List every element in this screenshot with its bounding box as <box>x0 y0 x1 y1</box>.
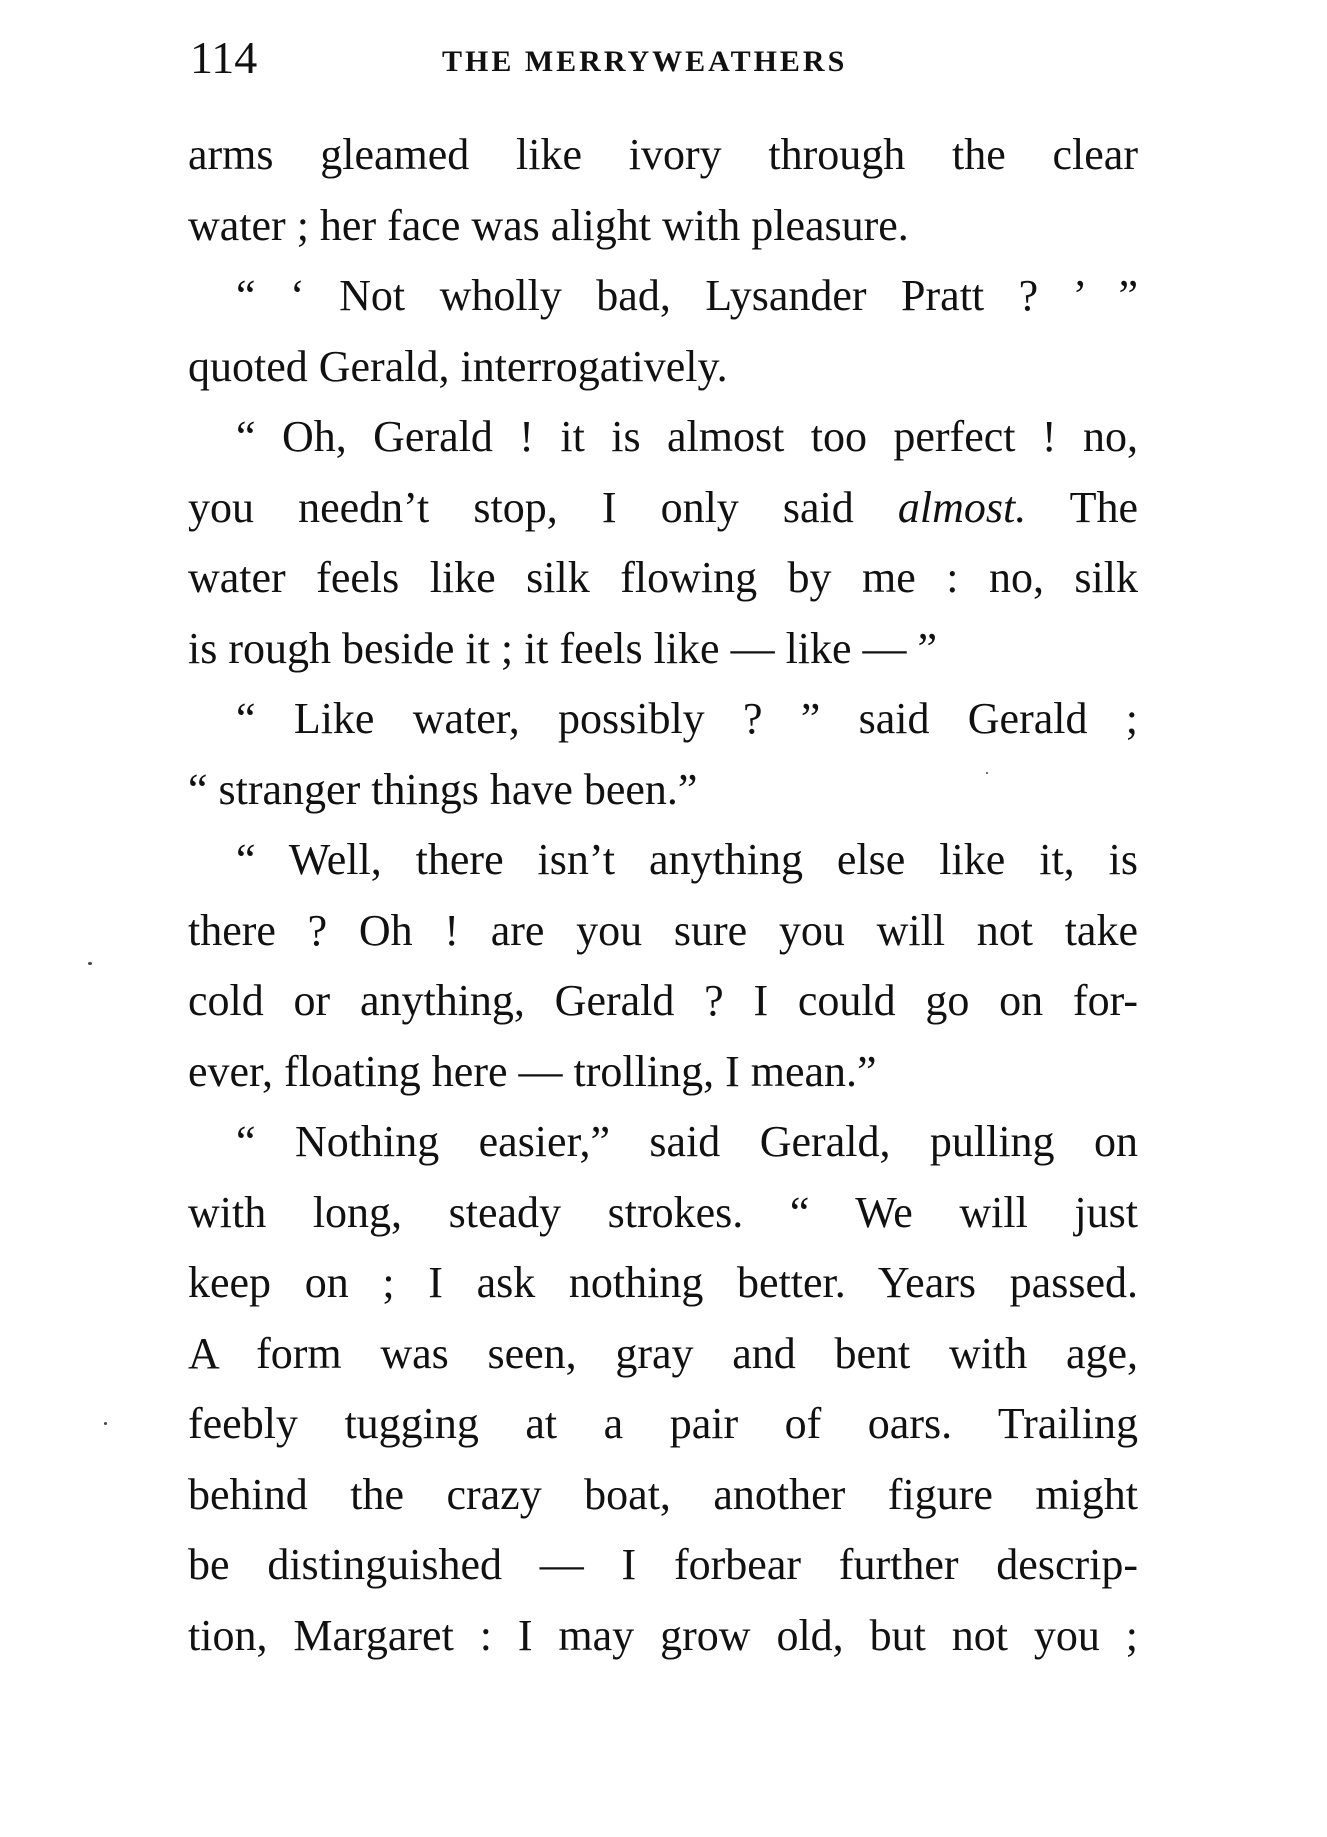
text-line: “ Oh, Gerald ! it is almost too perfect ! no, <box>236 412 1138 461</box>
text-line: water feels like silk flowing by me : no, silk <box>188 553 1138 602</box>
text-line: A form was seen, gray and bent with age, <box>188 1328 1138 1378</box>
text-line: quoted Gerald, interrogatively. <box>188 341 728 391</box>
print-speck <box>88 962 92 965</box>
text-run: you needn’t stop, I only said <box>188 482 898 532</box>
text-line: water ; her face was alight with pleasure. <box>188 200 909 250</box>
print-speck <box>986 772 988 774</box>
emphasized-word: almost. <box>897 482 1027 532</box>
text-line: behind the crazy boat, another figure might <box>188 1469 1138 1519</box>
text-line: feebly tugging at a pair of oars. Trailing <box>188 1399 1138 1448</box>
text-line: ever, floating here — trolling, I mean.” <box>188 1046 877 1096</box>
text-line: there ? Oh ! are you sure you will not take <box>188 905 1138 955</box>
text-line: be distinguished — I forbear further descrip- <box>188 1540 1138 1589</box>
page-number: 114 <box>190 32 258 83</box>
text-line: keep on ; I ask nothing better. Years passed. <box>188 1258 1138 1307</box>
text-line: “ Nothing easier,” said Gerald, pulling on <box>236 1117 1138 1166</box>
text-line: “ ‘ Not wholly bad, Lysander Pratt ? ’ ” <box>236 271 1138 320</box>
text-line: tion, Margaret : I may grow old, but not you ; <box>188 1610 1138 1660</box>
text-line: arms gleamed like ivory through the clear <box>188 130 1138 179</box>
page-header <box>190 28 1150 88</box>
text-line: “ Well, there isn’t anything else like it, is <box>236 835 1138 884</box>
text-line: “ stranger things have been.” <box>188 764 698 814</box>
text-line: cold or anything, Gerald ? I could go on for- <box>188 976 1138 1025</box>
text-line: “ Like water, possibly ? ” said Gerald ; <box>236 694 1138 743</box>
running-title: THE MERRYWEATHERS <box>442 45 848 78</box>
text-line: is rough beside it ; it feels like — like — ” <box>188 623 938 673</box>
print-speck <box>104 1422 107 1425</box>
text-line: with long, steady strokes. “ We will just <box>188 1187 1138 1237</box>
text-run: The <box>1026 482 1138 532</box>
body-text <box>188 120 1138 1671</box>
text-line <box>188 473 1138 544</box>
